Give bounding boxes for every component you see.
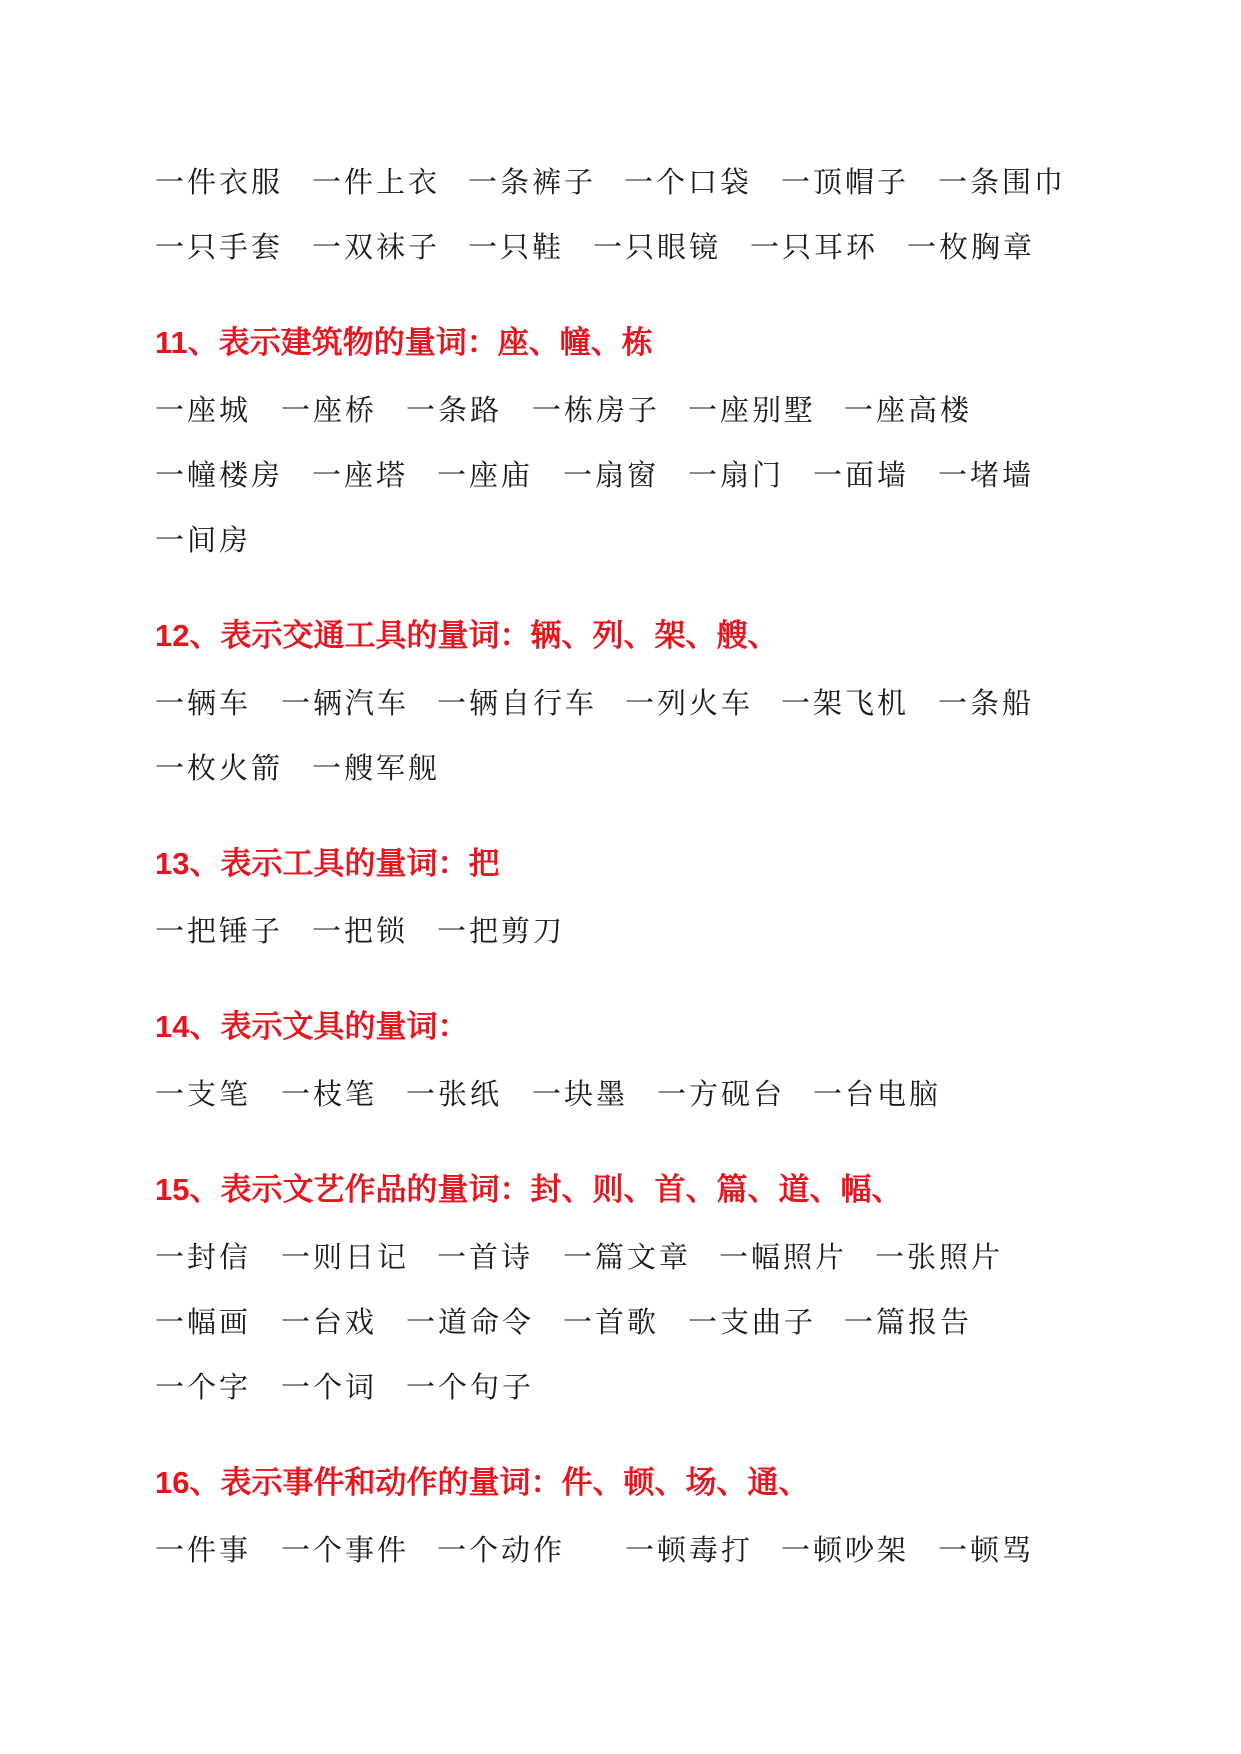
measure-word-phrase: 一幢楼房 <box>155 458 284 492</box>
measure-word-phrase: 一枚胸章 <box>907 230 1036 264</box>
measure-word-phrase: 一座桥 <box>281 393 378 427</box>
measure-word-phrase: 一台戏 <box>281 1305 378 1339</box>
measure-word-phrase: 一条围巾 <box>938 165 1067 199</box>
measure-word-phrase: 一只耳环 <box>750 230 879 264</box>
measure-word-phrase: 一个句子 <box>406 1370 535 1404</box>
measure-word-phrase: 一篇报告 <box>844 1305 973 1339</box>
measure-word-phrase: 一枝笔 <box>281 1077 378 1111</box>
section-heading: 15、表示文艺作品的量词：封、则、首、篇、道、幅、 <box>155 1172 903 1207</box>
measure-word-phrase: 一顿毒打 <box>625 1533 754 1567</box>
measure-word-phrase: 一首诗 <box>437 1240 534 1274</box>
measure-word-phrase: 一支曲子 <box>688 1305 817 1339</box>
measure-word-phrase: 一把剪刀 <box>437 914 566 948</box>
measure-word-phrase: 一把锤子 <box>155 914 284 948</box>
measure-word-phrase: 一封信 <box>155 1240 252 1274</box>
measure-word-phrase: 一双袜子 <box>312 230 441 264</box>
measure-word-phrase: 一间房 <box>155 523 252 557</box>
measure-word-phrase: 一扇门 <box>688 458 785 492</box>
measure-word-phrase: 一支笔 <box>155 1077 252 1111</box>
measure-word-phrase: 一只眼镜 <box>593 230 722 264</box>
measure-word-phrase: 一辆车 <box>155 686 252 720</box>
section-heading: 16、表示事件和动作的量词：件、顿、场、通、 <box>155 1465 810 1500</box>
measure-word-phrase: 一则日记 <box>281 1240 410 1274</box>
section-heading: 11、表示建筑物的量词：座、幢、栋 <box>155 325 653 360</box>
measure-word-phrase: 一条裤子 <box>468 165 597 199</box>
measure-word-phrase: 一只手套 <box>155 230 284 264</box>
measure-word-phrase: 一面墙 <box>813 458 910 492</box>
measure-word-phrase: 一辆自行车 <box>437 686 598 720</box>
measure-word-phrase: 一把锁 <box>312 914 409 948</box>
measure-word-phrase: 一列火车 <box>625 686 754 720</box>
measure-word-phrase: 一堵墙 <box>938 458 1035 492</box>
measure-word-phrase: 一座庙 <box>437 458 534 492</box>
measure-word-phrase: 一栋房子 <box>532 393 661 427</box>
measure-word-phrase: 一张照片 <box>875 1240 1004 1274</box>
measure-word-phrase: 一个词 <box>281 1370 378 1404</box>
measure-word-phrase: 一座别墅 <box>688 393 817 427</box>
measure-word-phrase: 一艘军舰 <box>312 751 441 785</box>
measure-word-phrase: 一个口袋 <box>624 165 753 199</box>
measure-word-phrase: 一台电脑 <box>813 1077 942 1111</box>
measure-word-phrase: 一幅画 <box>155 1305 252 1339</box>
measure-word-phrase: 一顿吵架 <box>781 1533 910 1567</box>
measure-word-phrase: 一个事件 <box>281 1533 410 1567</box>
measure-word-phrase: 一顶帽子 <box>781 165 910 199</box>
measure-word-phrase: 一件事 <box>155 1533 252 1567</box>
measure-word-phrase: 一篇文章 <box>563 1240 692 1274</box>
measure-word-phrase: 一件衣服 <box>155 165 284 199</box>
measure-word-phrase: 一座城 <box>155 393 252 427</box>
measure-word-phrase: 一首歌 <box>563 1305 660 1339</box>
measure-word-phrase: 一块墨 <box>532 1077 629 1111</box>
measure-word-phrase: 一方砚台 <box>657 1077 786 1111</box>
measure-word-phrase: 一座高楼 <box>844 393 973 427</box>
section-heading: 14、表示文具的量词： <box>155 1009 469 1044</box>
measure-word-phrase: 一座塔 <box>312 458 409 492</box>
measure-word-phrase: 一件上衣 <box>312 165 441 199</box>
measure-word-phrase: 一顿骂 <box>938 1533 1035 1567</box>
measure-word-phrase: 一张纸 <box>406 1077 503 1111</box>
measure-word-phrase: 一条船 <box>938 686 1035 720</box>
section-heading: 12、表示交通工具的量词：辆、列、架、艘、 <box>155 618 779 653</box>
measure-word-phrase: 一个字 <box>155 1370 252 1404</box>
measure-word-phrase: 一架飞机 <box>781 686 910 720</box>
measure-word-phrase: 一辆汽车 <box>281 686 410 720</box>
measure-word-phrase: 一扇窗 <box>563 458 660 492</box>
measure-word-phrase: 一个动作 <box>437 1533 566 1567</box>
measure-word-phrase: 一只鞋 <box>468 230 565 264</box>
measure-word-phrase: 一枚火箭 <box>155 751 284 785</box>
section-heading: 13、表示工具的量词：把 <box>155 846 500 881</box>
measure-word-phrase: 一幅照片 <box>719 1240 848 1274</box>
measure-word-phrase: 一道命令 <box>406 1305 535 1339</box>
measure-word-phrase: 一条路 <box>406 393 503 427</box>
